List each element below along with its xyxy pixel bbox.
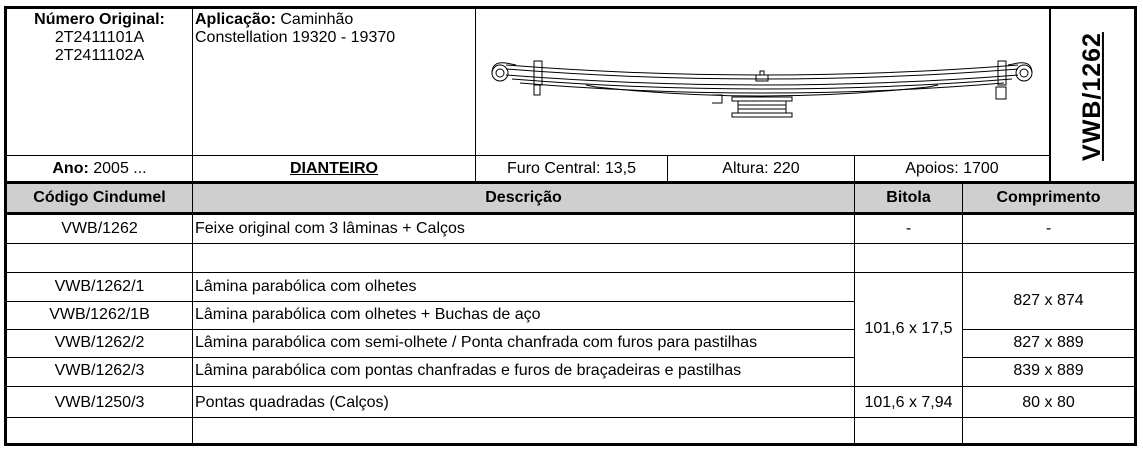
grid-line [7,272,1134,273]
col-bitola-header: Bitola [886,188,931,206]
col-descricao-header: Descrição [485,188,562,206]
grid-line [7,357,854,358]
numero-original-value-1: 2T2411101A [54,29,145,46]
grid-line [7,329,854,330]
grid-line [963,329,1134,330]
grid-line [475,9,476,183]
row-2-descricao: Lâmina parabólica com olhetes [195,278,417,295]
ano-cell [7,155,192,182]
row-2-codigo: VWB/1262/1 [54,278,145,295]
numero-original-value-2: 2T2411102A [54,47,145,64]
grid-line [963,357,1134,358]
row-6-codigo: VWB/1250/3 [54,394,145,411]
col-codigo-header: Código Cindumel [33,188,166,206]
row-5-descricao: Lâmina parabólica com pontas chanfradas e furos de braçadeiras e pastilhas [195,362,742,379]
row-3-codigo: VWB/1262/1B [49,306,150,323]
grid-line [7,386,1134,387]
grid-line [1049,9,1051,183]
row-3-descricao: Lâmina parabólica com olhetes + Buchas de aço [195,306,541,323]
aplicacao-value-line1: Caminhão [280,11,354,28]
grid-line [7,417,1134,418]
row-6-descricao: Pontas quadradas (Calços) [195,394,389,411]
altura: Altura: 220 [722,159,800,177]
grid-line [7,181,1134,184]
product-sheet [4,6,1137,446]
grid-line [962,183,963,443]
row-6-comprimento: 80 x 80 [1022,394,1075,411]
grid-line [7,212,1134,215]
numero-original-label: Número Original: [34,11,165,28]
aplicacao-block [193,9,475,47]
part-code-vertical: VWB/1262 [1078,31,1107,161]
grid-line [192,9,193,183]
row-0-codigo: VWB/1262 [61,219,138,237]
row-0-descricao: Feixe original com 3 lâminas + Calços [195,219,465,237]
comprimento-row-5: 839 x 889 [1013,362,1084,379]
leaf-spring-icon [476,9,1049,155]
row-4-codigo: VWB/1262/2 [54,334,145,351]
aplicacao-label: Aplicação: [195,11,276,28]
numero-original-block [7,9,192,65]
comprimento-merged-rows-2-3: 827 x 874 [1013,292,1084,309]
furo-central: Furo Central: 13,5 [507,159,636,177]
leaf-spring-drawing [476,9,1049,155]
grid-line [7,243,1134,244]
apoios: Apoios: 1700 [905,159,999,177]
col-comprimento-header: Comprimento [996,188,1101,206]
part-code-vertical-box [1051,9,1134,183]
grid-line [192,183,193,443]
grid-line [7,301,854,302]
grid-line [7,155,1049,156]
grid-line [667,155,668,183]
grid-line [854,183,855,443]
position-label: DIANTEIRO [290,159,378,177]
comprimento-row-4: 827 x 889 [1013,334,1084,351]
row-5-codigo: VWB/1262/3 [54,362,145,379]
ano-label: Ano: [52,159,89,177]
aplicacao-value-line2: Constellation 19320 - 19370 [195,29,396,46]
bitola-merged-rows-2-5: 101,6 x 17,5 [864,320,953,337]
row-0-bitola: - [905,219,912,237]
row-0-comprimento: - [1045,219,1052,237]
row-4-descricao: Lâmina parabólica com semi-olhete / Ponta chanfrada com furos para pastilhas [195,334,758,351]
row-6-bitola: 101,6 x 7,94 [864,394,953,411]
grid-line [854,155,855,183]
ano-value: 2005 ... [93,159,147,177]
